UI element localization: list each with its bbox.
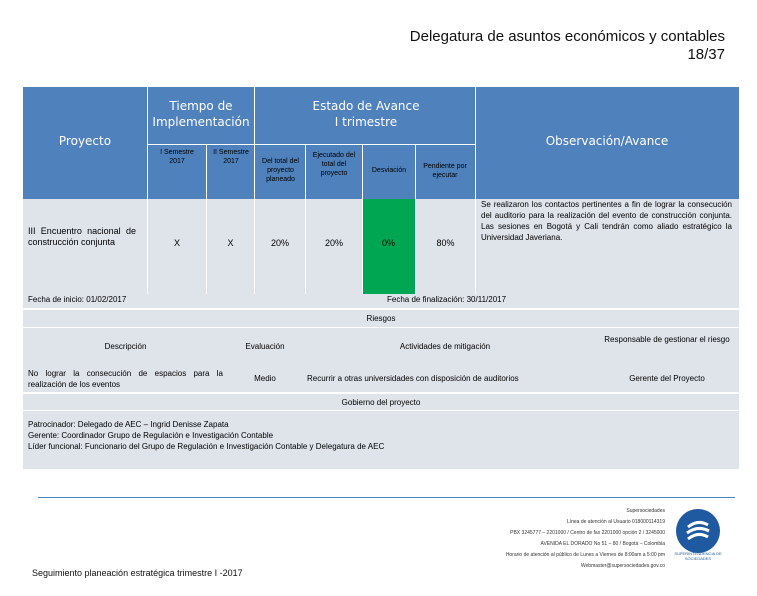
contact-line: Horario de atención al público de Lunes a Viernes de 8:00am a 5:00 pm <box>505 552 665 558</box>
separator <box>206 145 207 294</box>
gobierno-title: Gobierno del proyecto <box>341 398 421 407</box>
contact-line: PBX 3245777 – 2201000 / Centro de fax 2201000 opción 2 / 3245000 <box>510 530 665 536</box>
proyecto-cell: III Encuentro nacional de construcción conjunta <box>28 226 136 247</box>
tiempo-header: Tiempo de Implementación <box>152 99 250 129</box>
sem1-cell: X <box>173 238 180 248</box>
page-title-line1: Delegatura de asuntos económicos y contables <box>409 28 725 45</box>
ejecutado-header: Ejecutado del total del proyecto <box>312 152 356 177</box>
sem2-header: II Semestre 2017 <box>213 149 249 165</box>
separator <box>254 87 255 294</box>
separator <box>23 327 739 328</box>
fecha-fin: Fecha de finalización: 30/11/2017 <box>387 295 507 304</box>
riesgo-actividades: Recurrir a otras universidades con disposición de auditorios <box>307 374 519 383</box>
separator <box>305 145 306 294</box>
sem2-cell: X <box>227 238 234 248</box>
riesgos-title: Riesgos <box>366 314 396 323</box>
page-number: 18/37 <box>687 46 725 63</box>
desviacion-header: Desviación <box>371 167 407 174</box>
riesgo-descripcion: No lograr la consecución de espacios para la realización de los eventos <box>28 369 223 389</box>
footer-divider <box>38 497 735 498</box>
proyecto-header: Proyecto <box>58 134 112 148</box>
pendiente-header: Pendiente por ejecutar <box>423 163 467 179</box>
gobierno-details <box>28 419 384 452</box>
footer-title: Seguimiento planeación estratégica trimestre I -2017 <box>32 568 243 578</box>
contact-line: AVENIDA EL DORADO No 51 – 80 / Bogotá – Colombia <box>540 541 665 547</box>
contact-line: Supersociedades <box>626 508 665 514</box>
separator <box>147 144 475 145</box>
contact-email: Webmaster@supersociedades.gov.co <box>580 563 665 569</box>
descripcion-header: Descripción <box>104 342 147 351</box>
pendiente-cell: 80% <box>436 238 455 248</box>
ejecutado-cell: 20% <box>324 238 343 248</box>
riesgo-evaluacion: Medio <box>254 374 276 383</box>
gobierno-patrocinador: Patrocinador: Delegado de AEC – Ingrid Denisse Zapata <box>28 420 229 429</box>
riesgo-responsable: Gerente del Proyecto <box>629 374 705 383</box>
contact-line: Línea de atención al Usuario 018000114319 <box>566 519 665 525</box>
separator <box>362 145 363 294</box>
desviacion-cell: 0% <box>381 238 395 248</box>
actividades-header: Actividades de mitigación <box>399 342 491 351</box>
page-title <box>410 28 725 64</box>
evaluacion-header: Evaluación <box>245 342 285 351</box>
sem1-header: I Semestre 2017 <box>160 149 194 165</box>
gobierno-gerente: Gerente: Coordinador Grupo de Regulación e Investigación Contable <box>28 431 274 440</box>
planeado-cell: 20% <box>270 238 289 248</box>
separator <box>475 87 476 294</box>
observacion-cell: Se realizaron los contactos pertinentes a fin de lograr la consecución del auditorio para la realización del evento de construcción conjunta. Las sesiones en Bogotá y Cali tendrán como aliado estratégico la Universidad Javeriana. <box>481 200 732 242</box>
gobierno-lider: Líder funcional: Funcionario del Grupo de Regulación e Investigación Contable y Delegatura de AEC <box>28 442 385 451</box>
observacion-header: Observación/Avance <box>545 134 669 148</box>
separator <box>23 308 739 310</box>
separator <box>23 392 739 394</box>
logo-text: SUPERINTENDENCIA DE SOCIEDADES <box>674 551 722 561</box>
estado-header: Estado de Avance I trimestre <box>312 99 420 129</box>
supersociedades-logo-icon <box>676 509 720 553</box>
fecha-inicio: Fecha de inicio: 01/02/2017 <box>28 295 127 304</box>
responsable-header: Responsable de gestionar el riesgo <box>604 335 730 344</box>
planeado-header: Del total del proyecto planeado <box>262 158 299 183</box>
separator <box>415 145 416 294</box>
contact-info <box>506 506 665 572</box>
separator <box>23 410 739 411</box>
